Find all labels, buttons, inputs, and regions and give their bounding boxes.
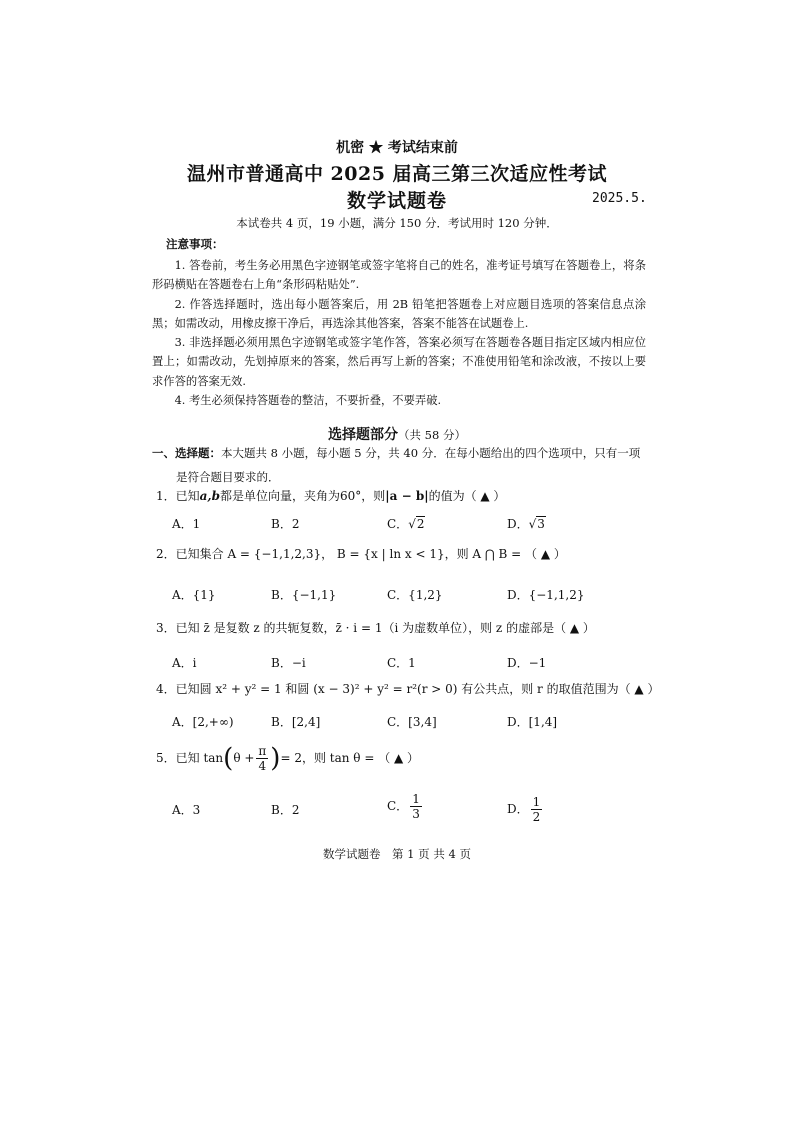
q4-option-a: A．[2,+∞) — [172, 715, 234, 729]
q2-option-c: C．{1,2} — [387, 588, 443, 602]
exam-info: 本试卷共 4 页，19 小题，满分 150 分．考试用时 120 分钟． — [236, 216, 558, 230]
question-5 — [156, 744, 419, 773]
part-intro-line1: 本大题共 8 小题，每小题 5 分，共 40 分．在每小题给出的四个选项中，只有一项 — [221, 446, 641, 460]
question-4: 4．已知圆 x² + y² = 1 和圆 (x − 3)² + y² = r²(r > 0) 有公共点，则 r 的取值范围为（ ▲ ） — [156, 682, 660, 696]
q1-option-d-value: 3 — [537, 517, 545, 531]
part-intro-line2: 是符合题目要求的． — [176, 470, 280, 484]
q4-option-d: D．[1,4] — [507, 715, 558, 729]
q3-option-a: A．i — [172, 656, 197, 670]
q5-option-c: C． $\frac{1}{3}$ — [387, 792, 420, 821]
notes-heading: 注意事项： — [166, 237, 224, 251]
q2-option-b: B．{−1,1} — [271, 588, 337, 602]
q1-option-c: C．√2 — [387, 517, 425, 531]
exam-title: 温州市普通高中 2025 届高三第三次适应性考试 — [186, 163, 608, 185]
q1-vectors: a,b — [199, 489, 220, 503]
question-2: 2．已知集合 A = {−1,1,2,3}， B = {x | ln x < 1}，则 A ⋂ B = （ ▲ ） — [156, 547, 566, 561]
q5-option-d: D． $\frac{1}{2}$ — [507, 795, 541, 824]
section-points: （共 58 分） — [398, 428, 466, 442]
q1-option-d: D．√3 — [507, 517, 545, 531]
note-item: 4. 考生必须保持答题卷的整洁，不要折叠，不要弄破. — [174, 394, 442, 408]
confidential-label: 机密 ★ 考试结束前 — [336, 140, 458, 156]
q3-option-d: D．−1 — [507, 656, 547, 670]
q1-option-b: B．2 — [271, 517, 300, 531]
part-lead: 一、选择题： — [152, 446, 221, 460]
q4-option-c: C．[3,4] — [387, 715, 437, 729]
q3-option-b: B．−i — [271, 656, 306, 670]
note-item: 3. 非选择题必须用黑色字迹钢笔或签字笔作答，答案必须写在答题卷各题目指定区域内相应位置上；如需改动，先划掉原来的答案，然后再写上新的答案；不准使用铅笔和涂改液，不按以上要求作答的答案无效. — [152, 336, 646, 388]
q2-option-d: D．{−1,1,2} — [507, 588, 585, 602]
q5-option-a: A．3 — [172, 803, 201, 817]
q2-option-a: A．{1} — [172, 588, 216, 602]
question-3: 3．已知 z̄ 是复数 z 的共轭复数，z̄ · i = 1（i 为虚数单位），则 z 的虚部是（ ▲ ） — [156, 621, 595, 635]
section-name: 选择题部分 — [328, 427, 399, 443]
q1-stem-e: 的值为（ ▲ ） — [428, 489, 506, 503]
q1-option-a: A．1 — [172, 517, 201, 531]
question-1 — [156, 487, 505, 504]
page-footer: 数学试题卷 第 1 页 共 4 页 — [323, 847, 471, 861]
q5-left-paren: ( — [223, 743, 234, 774]
q1-abs: |a − b| — [385, 489, 429, 503]
q5-stem-a: 5．已知 tan — [156, 751, 224, 765]
q5-stem-b: θ + — [233, 751, 255, 765]
q1-option-c-value: 2 — [416, 517, 425, 531]
q5-right-paren: ) — [270, 743, 281, 774]
q4-option-b: B．[2,4] — [271, 715, 321, 729]
q1-stem-a: 1．已知 — [156, 489, 200, 503]
note-item: 2. 作答选择题时，选出每小题答案后，用 2B 铅笔把答题卷上对应题目选项的答案信息点涂黑；如需改动，用橡皮擦干净后，再选涂其他答案，答案不能答在试题卷上. — [152, 297, 646, 330]
note-item: 1. 答卷前，考生务必用黑色字迹钢笔或签字笔将自己的姓名，准考证号填写在答题卷上，将条形码横贴在答题卷右上角“条形码粘贴处”. — [152, 259, 646, 292]
q5-stem-c: = 2，则 tan θ = （ ▲ ） — [280, 751, 420, 765]
part-intro — [152, 441, 644, 489]
notes-list — [152, 256, 646, 410]
exam-subtitle: 数学试题卷 — [346, 190, 447, 212]
q3-option-c: C．1 — [387, 656, 416, 670]
exam-date: 2025.5. — [592, 191, 647, 206]
q1-stem-c: 都是单位向量，夹角为60°，则 — [219, 489, 386, 503]
q5-fraction: $\frac{\pi}{4}$ — [258, 744, 267, 773]
q5-option-b: B．2 — [271, 803, 300, 817]
